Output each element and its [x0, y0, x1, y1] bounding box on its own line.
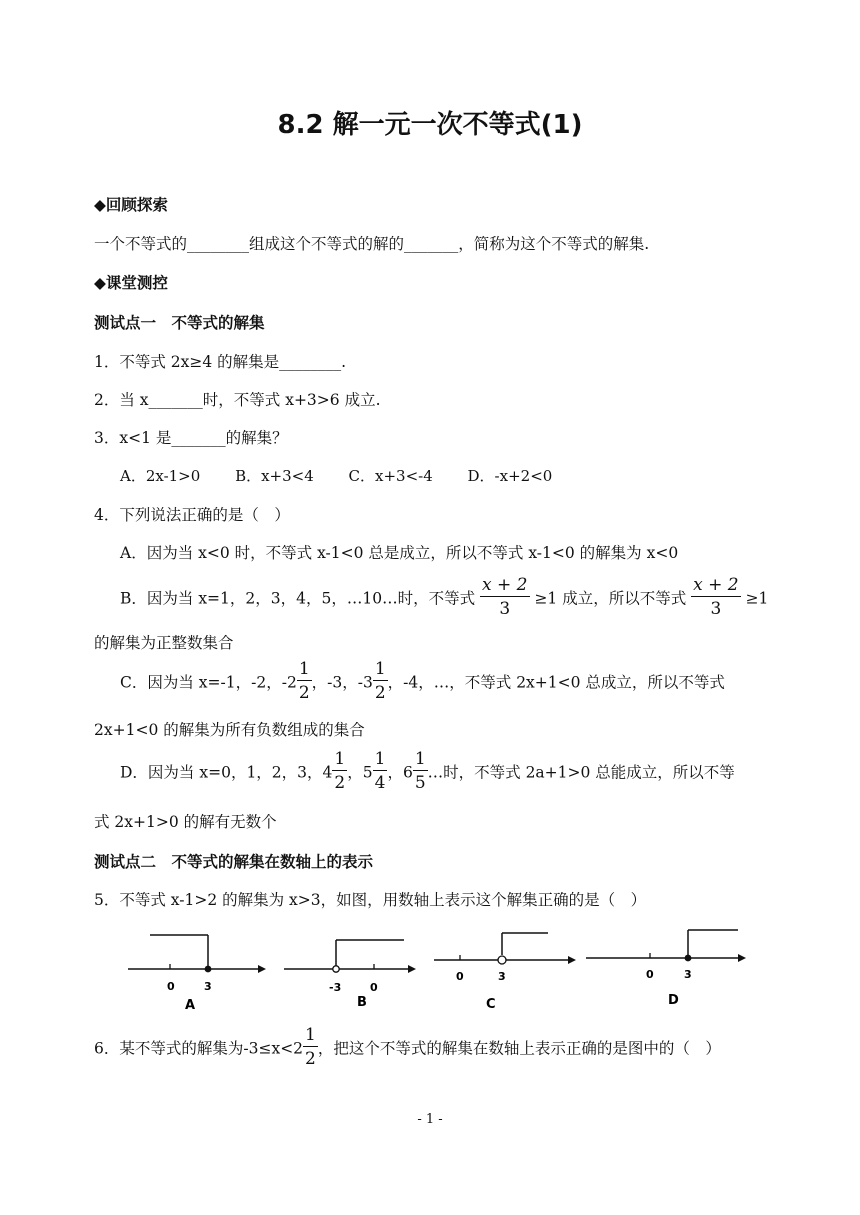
- tick-label: -3: [329, 981, 342, 994]
- option-d-text-1: D．因为当 x=0，1，2，3，4: [120, 763, 333, 782]
- option-d-text-4: …时，不等式 2a+1>0 总能成立，所以不等: [427, 763, 735, 782]
- option-c-text-3: ，-4，…，不等式 2x+1<0 总成立，所以不等式: [387, 673, 725, 692]
- fraction-one-half: [303, 1024, 318, 1071]
- tick-label: 0: [370, 981, 378, 994]
- fraction-numerator: 1: [374, 659, 386, 679]
- page-number: - 1 -: [417, 1112, 443, 1127]
- tick-label: 0: [167, 980, 175, 993]
- question-4: 4．下列说法正确的是（ ）: [94, 506, 290, 524]
- fraction-denominator: 2: [374, 683, 386, 703]
- fraction-numerator: 1: [334, 749, 346, 769]
- fraction-numerator: 1: [298, 659, 310, 679]
- question-5: 5．不等式 x-1>2 的解集为 x>3，如图，用数轴上表示这个解集正确的是（ ）: [94, 891, 647, 909]
- page-title: 8.2 解一元一次不等式(1): [277, 110, 583, 140]
- number-line-a: [128, 935, 266, 1013]
- question-4-option-d: [120, 750, 735, 797]
- option-b-text-1: B．因为当 x=1，2，3，4，5，…10…时，不等式: [120, 589, 476, 608]
- fraction-denominator: 2: [298, 683, 310, 703]
- fraction-one-half: [373, 658, 388, 705]
- tick-label: 3: [684, 968, 692, 981]
- fraction-denominator: 3: [710, 599, 722, 619]
- question-3-options: A．2x-1>0 B．x+3<4 C．x+3<-4 D．-x+2<0: [120, 467, 553, 485]
- option-b-text-2: ≥1 成立，所以不等式: [534, 589, 687, 608]
- fraction-numerator: 1: [374, 749, 386, 769]
- question-4-option-c-line2: 2x+1<0 的解集为所有负数组成的集合: [94, 721, 365, 739]
- option-d-text-3: ，6: [387, 763, 413, 782]
- fraction-numerator: x + 2: [482, 575, 528, 595]
- fraction-x-plus-2-over-3: [480, 574, 529, 621]
- question-4-option-d-line2: 式 2x+1>0 的解有无数个: [94, 813, 277, 831]
- figure-label-c: C: [486, 997, 496, 1012]
- question-6-text-1: 6．某不等式的解集为-3≤x<2: [94, 1039, 304, 1058]
- question-4-option-b-line2: 的解集为正整数集合: [94, 634, 234, 652]
- number-line-d: [586, 930, 746, 1008]
- question-6-text-2: ，把这个不等式的解集在数轴上表示正确的是图中的（ ）: [317, 1039, 721, 1058]
- fraction-one-half: [332, 748, 347, 795]
- question-4-option-a: A．因为当 x<0 时，不等式 x-1<0 总是成立，所以不等式 x-1<0 的解集为 x<0: [120, 544, 679, 562]
- figure-label-b: B: [357, 995, 367, 1010]
- fraction-denominator: 2: [334, 773, 346, 793]
- fraction-numerator: 1: [414, 749, 426, 769]
- fraction-one-half: [297, 658, 312, 705]
- fraction-denominator: 3: [499, 599, 511, 619]
- fraction-numerator: x + 2: [693, 575, 739, 595]
- question-4-option-c: [120, 660, 725, 707]
- fraction-one-quarter: [373, 748, 388, 795]
- test-point-2-heading: 测试点二 不等式的解集在数轴上的表示: [94, 853, 374, 871]
- fraction-x-plus-2-over-3: [691, 574, 740, 621]
- fraction-denominator: 2: [305, 1049, 316, 1069]
- tick-label: 0: [456, 970, 464, 983]
- question-1: 1．不等式 2x≥4 的解集是________.: [94, 353, 347, 371]
- question-6: [94, 1026, 721, 1073]
- tick-label: 3: [498, 970, 506, 983]
- number-line-c: [434, 933, 576, 1012]
- fraction-numerator: 1: [305, 1025, 316, 1045]
- question-4-option-b: [120, 576, 768, 623]
- tick-label: 3: [204, 980, 212, 993]
- section-review-heading: ◆回顾探索: [94, 196, 168, 214]
- option-c-text-2: ，-3，-3: [311, 673, 373, 692]
- question-2: 2．当 x_______时，不等式 x+3>6 成立.: [94, 391, 381, 409]
- option-d-text-2: ，5: [347, 763, 373, 782]
- fraction-one-fifth: [413, 748, 428, 795]
- option-b-text-3: ≥1: [745, 589, 769, 608]
- section-class-heading: ◆课堂测控: [94, 274, 168, 292]
- fraction-denominator: 5: [414, 773, 426, 793]
- fraction-denominator: 4: [374, 773, 386, 793]
- number-line-b: [284, 940, 416, 1010]
- tick-label: 0: [646, 968, 654, 981]
- figure-label-d: D: [668, 993, 679, 1008]
- question-3: 3．x<1 是_______的解集？: [94, 429, 288, 447]
- figure-label-a: A: [185, 998, 196, 1013]
- number-line-figures: [120, 925, 760, 1020]
- option-c-text-1: C．因为当 x=-1，-2，-2: [120, 673, 297, 692]
- test-point-1-heading: 测试点一 不等式的解集: [94, 314, 265, 332]
- review-text: 一个不等式的________组成这个不等式的解的_______，简称为这个不等式的解集.: [94, 235, 650, 253]
